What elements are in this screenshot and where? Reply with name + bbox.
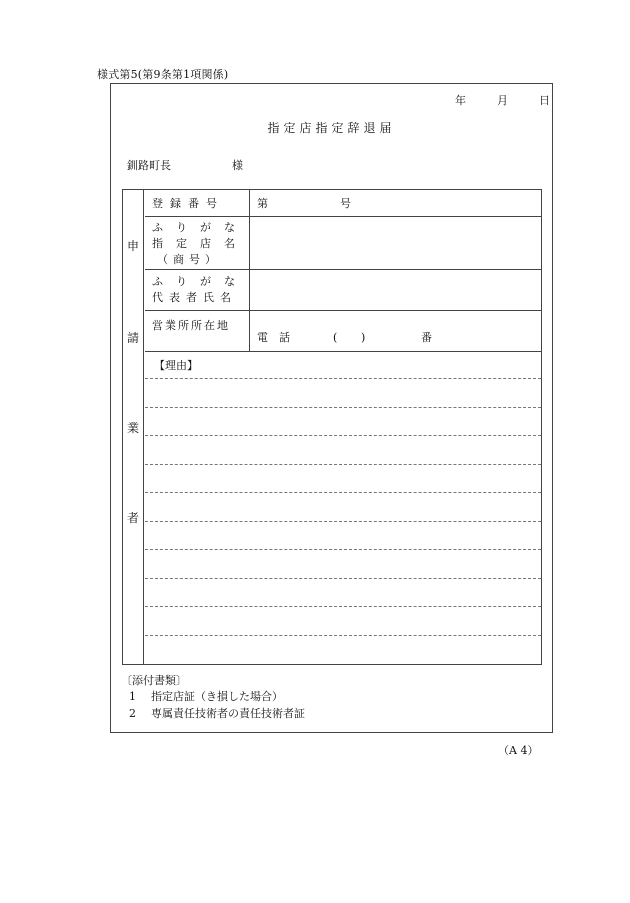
paper-size-label: （A 4） <box>498 744 539 757</box>
office-location-label: 営業所所在地 <box>152 319 230 332</box>
date-line <box>455 92 550 108</box>
addressee-honorific: 様 <box>232 159 243 172</box>
office-location-field[interactable] <box>251 312 539 350</box>
registration-prefix: 第 <box>257 197 268 210</box>
form-number-label: 様式第5(第9条第1項関係) <box>97 68 229 81</box>
date-day: 日 <box>539 94 550 107</box>
row-divider <box>145 310 541 311</box>
attachment-text: 指定店証（き損した場合） <box>151 690 283 703</box>
attachments-heading: 〔添付書類〕 <box>121 674 187 687</box>
row-divider <box>145 216 541 217</box>
representative-name-field[interactable] <box>251 271 539 309</box>
attachment-text: 専属責任技術者の責任技術者証 <box>151 707 305 720</box>
attachment-item <box>129 688 283 704</box>
phone-suffix: 番 <box>421 331 432 344</box>
reason-field[interactable] <box>146 372 540 663</box>
registration-number-label: 登録番号 <box>152 197 224 210</box>
representative-furigana: ふりがな <box>152 275 248 288</box>
phone-paren-open: ( <box>333 331 338 344</box>
applicant-side-column <box>122 189 144 665</box>
registration-suffix: 号 <box>340 197 351 210</box>
phone-paren-close: ) <box>361 331 366 344</box>
shop-name-furigana: ふりがな <box>152 221 248 234</box>
shop-name-sub: （商号） <box>157 253 221 266</box>
side-char-1: 申 <box>126 239 139 253</box>
side-char-2: 請 <box>126 331 139 345</box>
phone-label: 電話 <box>257 331 301 344</box>
row-divider <box>145 269 541 270</box>
shop-name-field[interactable] <box>251 218 539 268</box>
row-divider <box>145 351 541 352</box>
reason-label: 【理由】 <box>154 359 198 372</box>
addressee: 釧路町長 <box>127 159 171 172</box>
date-year: 年 <box>455 94 466 107</box>
attachment-number: 1 <box>129 690 136 703</box>
attachment-number: 2 <box>129 707 136 720</box>
side-char-4: 者 <box>126 511 139 525</box>
shop-name-label: 指定店名 <box>152 237 248 250</box>
document-title: 指定店指定辞退届 <box>267 121 396 135</box>
side-char-3: 業 <box>126 421 139 435</box>
column-divider <box>249 189 250 351</box>
representative-name-label: 代表者氏名 <box>152 291 237 304</box>
attachment-item <box>129 705 305 721</box>
date-month: 月 <box>497 94 508 107</box>
